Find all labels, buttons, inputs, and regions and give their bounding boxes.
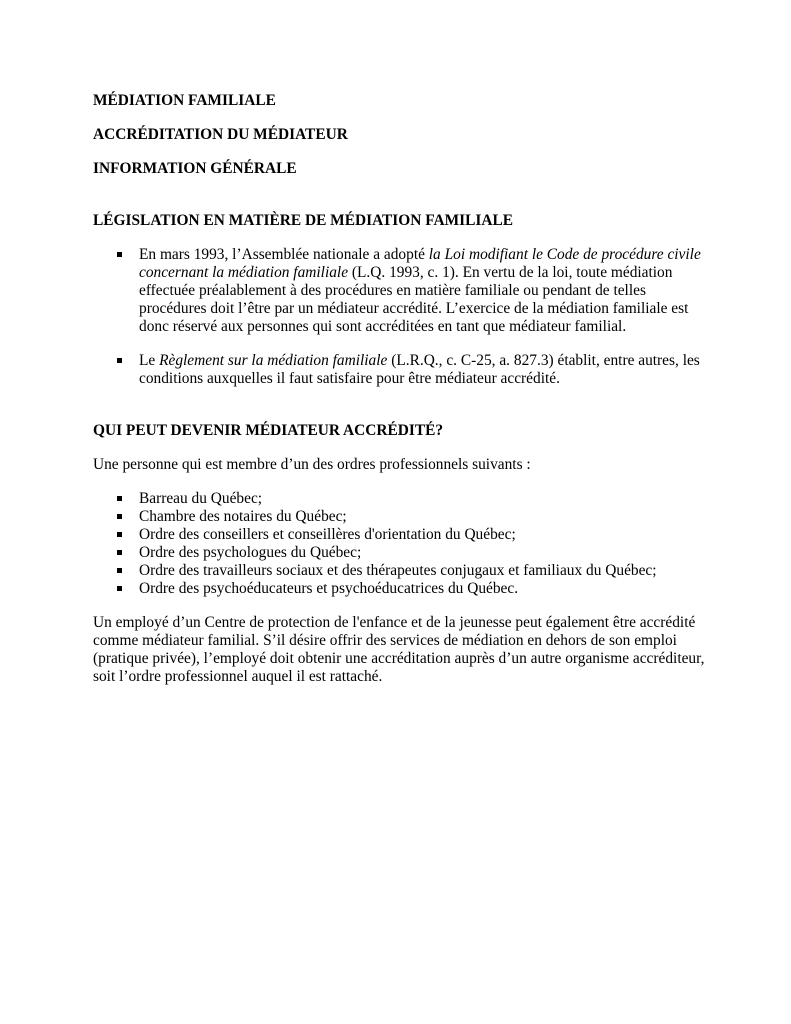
closing-paragraph: Un employé d’un Centre de protection de l'enfance et de la jeunesse peut également être accrédité comme médiateur familial. S’il désire offrir des services de médiation en dehors de son emploi (pratique privée), l’employé doit obtenir une accréditation auprès d’un autre organisme accréditeur, soit l’ordre professionnel auquel il est rattaché. <box>93 614 705 685</box>
list-item <box>93 526 713 544</box>
order-name: Barreau du Québec; <box>139 490 263 507</box>
square-bullet-icon <box>117 550 122 555</box>
square-bullet-icon <box>117 568 122 573</box>
square-bullet-icon <box>117 252 122 257</box>
list-item <box>93 508 713 526</box>
order-name: Chambre des notaires du Québec; <box>139 508 347 525</box>
square-bullet-icon <box>117 514 122 519</box>
order-name: Ordre des conseillers et conseillères d'orientation du Québec; <box>139 526 516 543</box>
document-title: MÉDIATION FAMILIALE <box>93 92 276 109</box>
professional-orders-list <box>93 490 713 598</box>
legislation-list <box>93 246 713 388</box>
order-name: Ordre des psychoéducateurs et psychoéducatrices du Québec. <box>139 580 519 597</box>
item-text: (L.Q. 1993, c. 1). En vertu de la loi, toute médiation effectuée préalablement à des procédures en matière familiale ou pendant de telles procédures doit l’être par un médiateur accrédité. L’exercice de la médiation familiale est donc réservé aux personnes qui sont accréditées en tant que médiateur familial. <box>139 264 689 335</box>
order-name: Ordre des psychologues du Québec; <box>139 544 362 561</box>
list-item <box>93 580 713 598</box>
list-item <box>93 544 713 562</box>
list-item <box>93 246 713 336</box>
section-heading-who-can-become: QUI PEUT DEVENIR MÉDIATEUR ACCRÉDITÉ? <box>93 422 444 439</box>
square-bullet-icon <box>117 586 122 591</box>
square-bullet-icon <box>117 496 122 501</box>
item-text: (L.R.Q., c. C-25, a. 827.3) établit, entre autres, les conditions auxquelles il faut satisfaire pour être médiateur accrédité. <box>139 352 700 387</box>
document-page <box>93 92 713 686</box>
regulation-title: Règlement sur la médiation familiale <box>159 352 388 369</box>
list-item <box>93 490 713 508</box>
order-name: Ordre des travailleurs sociaux et des thérapeutes conjugaux et familiaux du Québec; <box>139 562 657 579</box>
law-title: la Loi modifiant le Code de procédure civile concernant la médiation familiale <box>139 246 701 281</box>
list-item <box>93 352 713 388</box>
square-bullet-icon <box>117 532 122 537</box>
intro-paragraph: Une personne qui est membre d’un des ordres professionnels suivants : <box>93 456 531 473</box>
list-item <box>93 562 713 580</box>
item-text: En mars 1993, l’Assemblée nationale a adopté <box>139 246 429 263</box>
item-text: Le <box>139 352 160 369</box>
square-bullet-icon <box>117 358 122 363</box>
section-heading-general-info: INFORMATION GÉNÉRALE <box>93 160 297 177</box>
section-heading-legislation: LÉGISLATION EN MATIÈRE DE MÉDIATION FAMILIALE <box>93 212 514 229</box>
section-heading-accreditation: ACCRÉDITATION DU MÉDIATEUR <box>93 126 348 143</box>
